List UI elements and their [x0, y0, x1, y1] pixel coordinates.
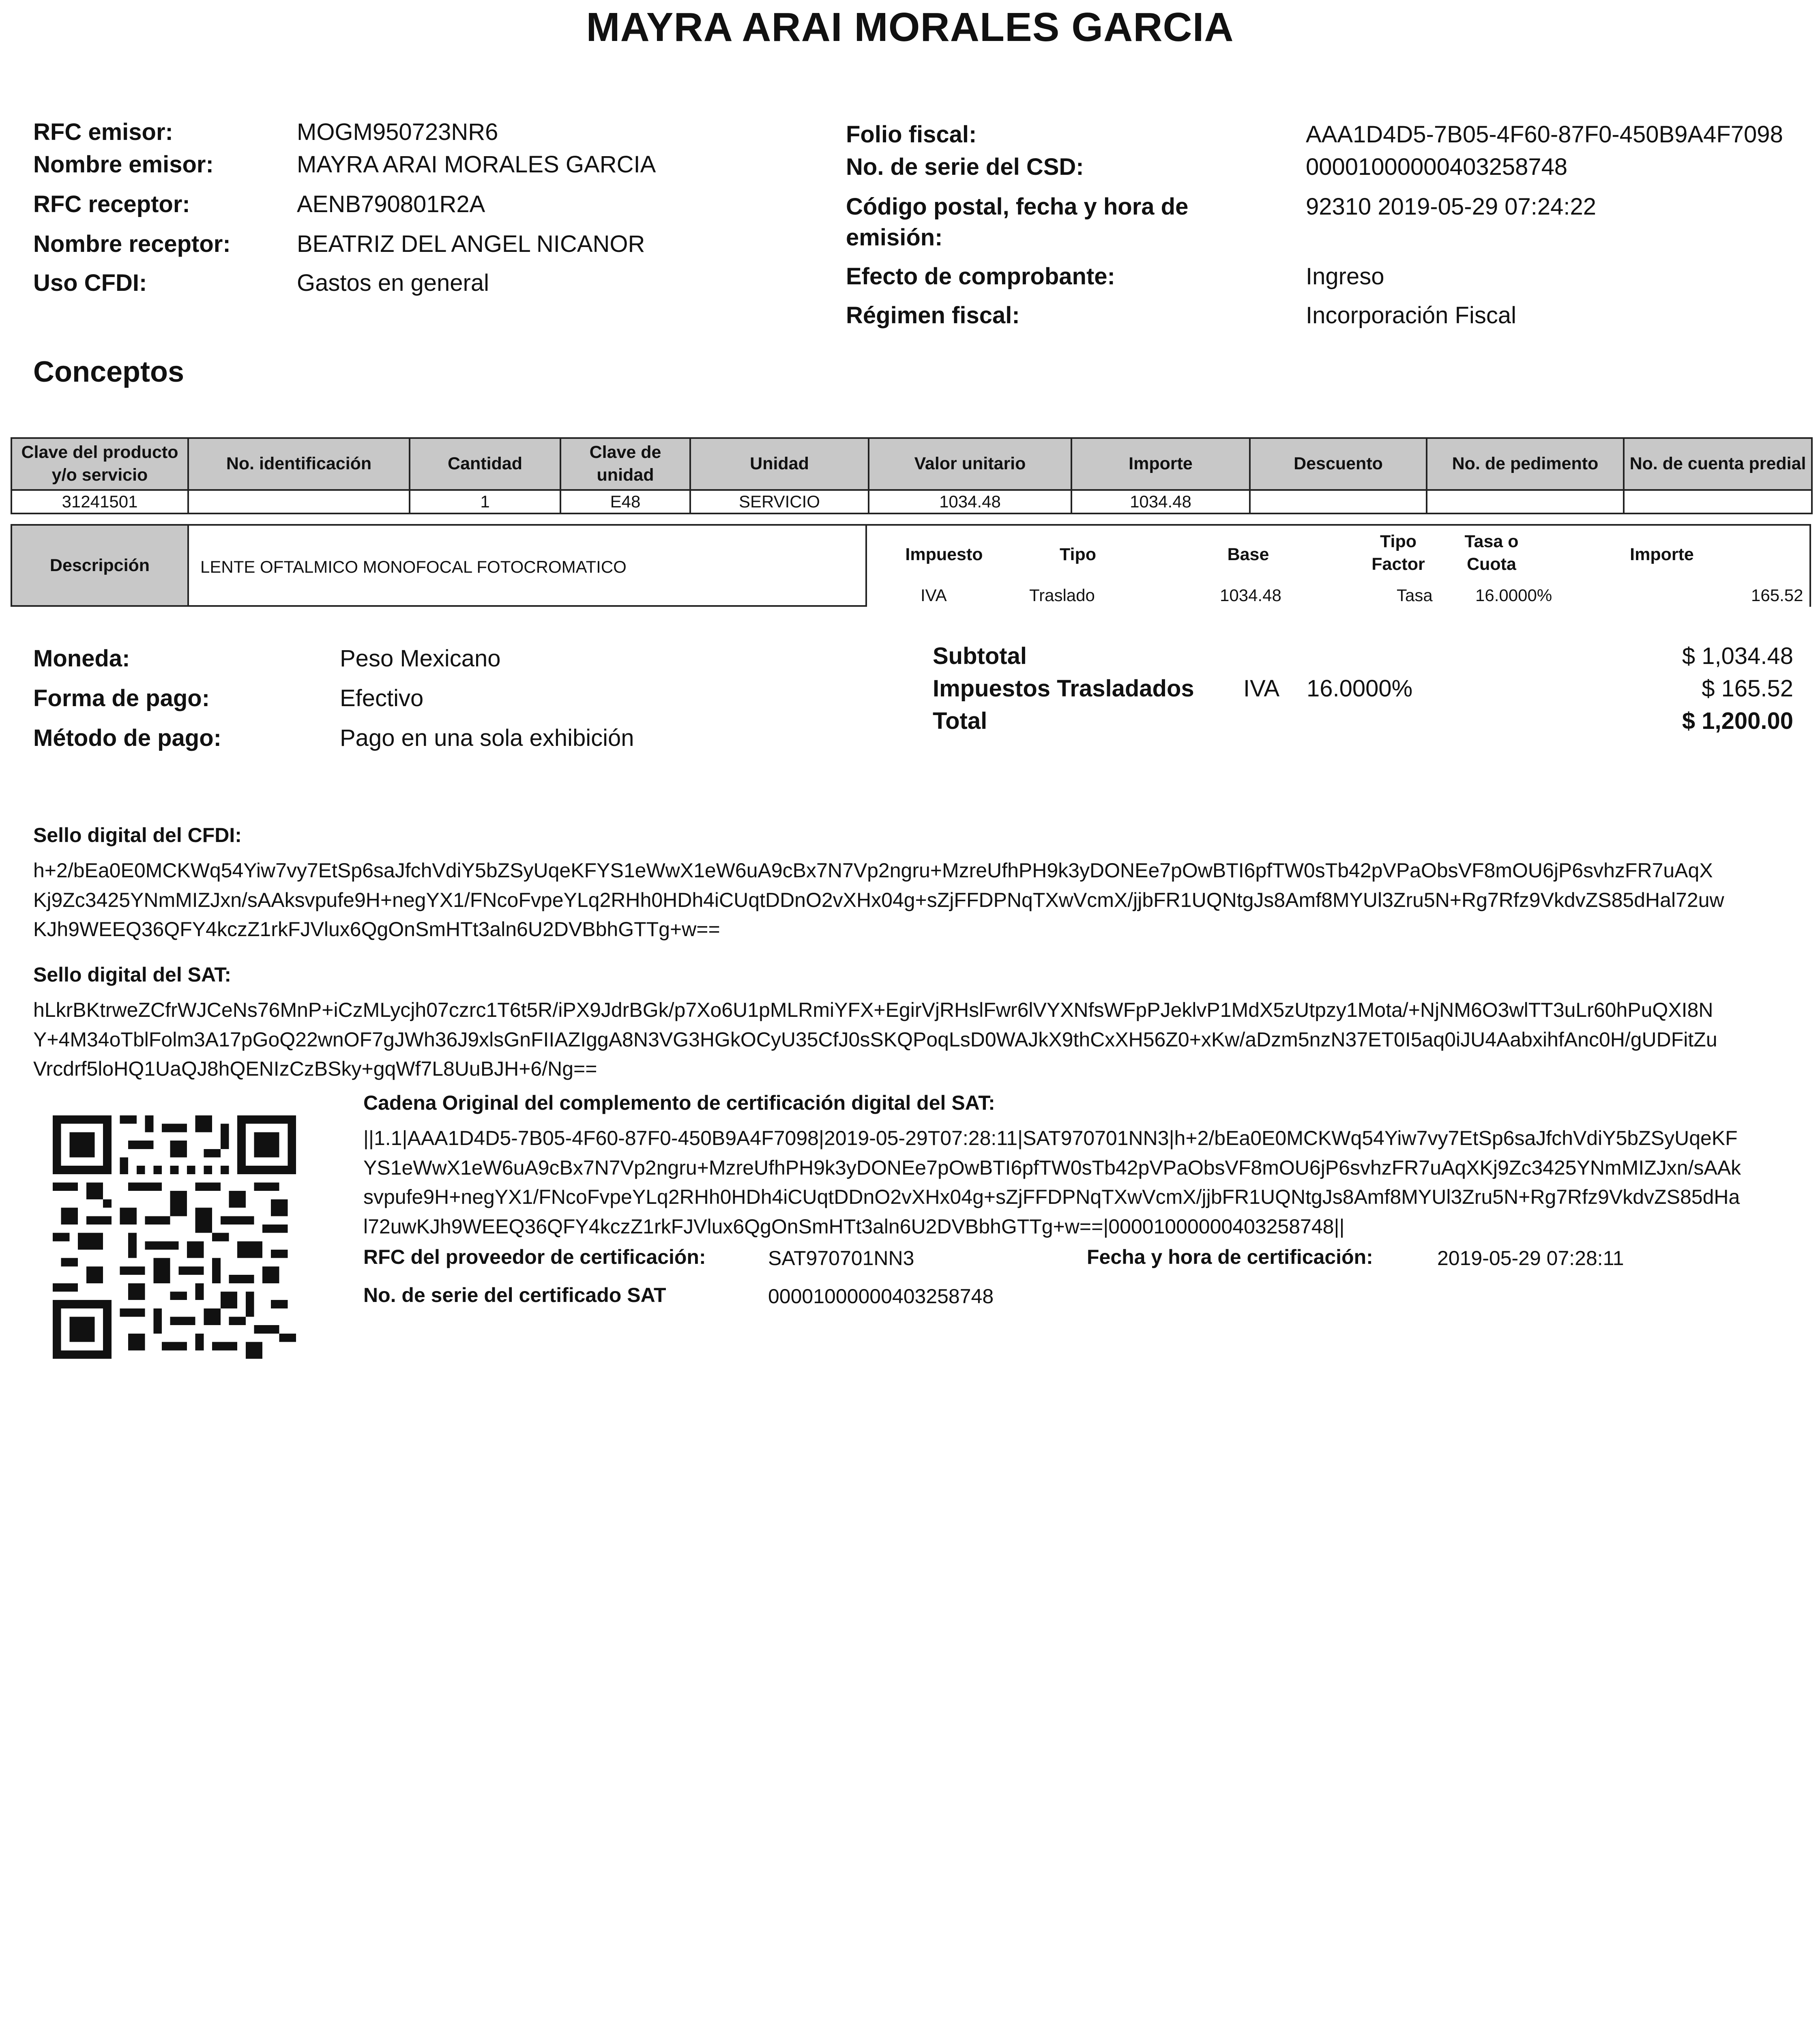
moneda-value: Peso Mexicano [340, 645, 501, 672]
rfc-proveedor-label: RFC del proveedor de certificación: [363, 1246, 706, 1268]
fecha-certificacion-value: 2019-05-29 07:28:11 [1437, 1247, 1624, 1270]
cp-fecha-value: 92310 2019-05-29 07:24:22 [1306, 193, 1596, 220]
serie-certificado-label: No. de serie del certificado SAT [363, 1284, 666, 1306]
fecha-certificacion-label: Fecha y hora de certificación: [1087, 1246, 1373, 1268]
tax-header-impuesto: Impuesto [905, 545, 983, 564]
cadena-line: ||1.1|AAA1D4D5-7B05-4F60-87F0-450B9A4F7098|2019-05-29T07:28:11|SAT970701NN3|h+2/bEa0E0MCKWq54Yiw7vy7EtSp6saJfchVdiY5bZSyUqeKF [363, 1127, 1738, 1149]
conceptos-header-row [11, 438, 1812, 490]
nombre-emisor-label: Nombre emisor: [33, 151, 214, 178]
cell-clave-unidad: E48 [560, 490, 690, 513]
cell-no-pedimento [1427, 490, 1624, 513]
impuestos-trasladados-label: Impuestos Trasladados [933, 675, 1194, 702]
cadena-line: l72uwKJh9WEEQ36QFY4kczZ1rkFJVlux6QgOnSmHTt3aln6U2DVBbhGTTg+w==|00001000000403258748|| [363, 1215, 1345, 1238]
forma-pago-value: Efectivo [340, 685, 424, 711]
uso-cfdi-value: Gastos en general [297, 270, 489, 296]
impuestos-value: $ 165.52 [1702, 675, 1793, 702]
cell-clave-producto: 31241501 [11, 490, 188, 513]
sello-sat-text [33, 995, 1793, 1084]
tax-header-tipo: Tipo [1060, 545, 1096, 564]
header-unidad: Unidad [690, 438, 869, 490]
cell-cuenta-predial [1624, 490, 1812, 513]
nombre-emisor-value: MAYRA ARAI MORALES GARCIA [297, 151, 656, 178]
serie-csd-label: No. de serie del CSD: [846, 154, 1084, 180]
sello-cfdi-label: Sello digital del CFDI: [33, 824, 242, 846]
nombre-receptor-value: BEATRIZ DEL ANGEL NICANOR [297, 231, 645, 257]
efecto-label: Efecto de comprobante: [846, 263, 1115, 290]
cadena-line: YS1eWwX1eW6uA9cBx7N7Vp2ngru+MzreUfhPH9k3yDONEe7pOwBTI6pfTW0sTb42pVPaObsVF8mOU6jP6svhzFR7uAqXKj9Zc3425YNmMIZJxn/sAAk [363, 1156, 1741, 1179]
subtotal-label: Subtotal [933, 643, 1027, 669]
cell-valor-unitario: 1034.48 [869, 490, 1071, 513]
tax-base: 1034.48 [1220, 586, 1281, 605]
rfc-emisor-value: MOGM950723NR6 [297, 119, 498, 145]
tax-tasa: 16.0000% [1475, 586, 1552, 605]
rfc-receptor-value: AENB790801R2A [297, 191, 485, 217]
regimen-label: Régimen fiscal: [846, 302, 1020, 329]
sello-cfdi-text [33, 856, 1793, 944]
rfc-proveedor-value: SAT970701NN3 [768, 1247, 914, 1270]
impuestos-tasa: 16.0000% [1307, 675, 1413, 702]
rfc-receptor-label: RFC receptor: [33, 191, 190, 217]
nombre-receptor-label: Nombre receptor: [33, 231, 231, 257]
header-no-pedimento: No. de pedimento [1427, 438, 1624, 490]
header-valor-unitario: Valor unitario [869, 438, 1071, 490]
descripcion-box [11, 524, 867, 607]
cadena-line: svpufe9H+negYX1/FNcoFvpeYLq2RHh0HDh4iCUqtDDnO2vXHx04g+sZjFFDPNqTXwVcmX/jjbFR1UQNtgJs8Amf8MYUl3Zru5N+Rg7Rfz9VkdvZS85dHa [363, 1186, 1740, 1208]
tax-top-border [867, 524, 1811, 526]
header-importe: Importe [1071, 438, 1250, 490]
cell-importe: 1034.48 [1071, 490, 1250, 513]
sello-sat-line: hLkrBKtrweZCfrWJCeNs76MnP+iCzMLycjh07czrc1T6t5R/iPX9JdrBGk/p7Xo6U1pMLRmiYFX+EgirVjRHslFwr6lVYXNfsWFpPJeklvP1MdX5zUtpzy1Mota/+NjNM6O3wlTT3uLr60hPuQXI8N [33, 999, 1713, 1021]
serie-csd-value: 00001000000403258748 [1306, 154, 1568, 180]
conceptos-title: Conceptos [33, 356, 185, 388]
rfc-emisor-label: RFC emisor: [33, 119, 173, 145]
conceptos-table [11, 437, 1813, 514]
regimen-value: Incorporación Fiscal [1306, 302, 1516, 329]
metodo-pago-label: Método de pago: [33, 725, 221, 751]
tax-importe: 165.52 [1751, 586, 1803, 605]
impuestos-tipo: IVA [1243, 675, 1280, 702]
efecto-value: Ingreso [1306, 263, 1384, 290]
cell-cantidad: 1 [410, 490, 560, 513]
qr-code-icon [53, 1115, 296, 1359]
header-no-identificacion: No. identificación [188, 438, 410, 490]
uso-cfdi-label: Uso CFDI: [33, 270, 147, 296]
table-row [11, 490, 1812, 513]
sello-cfdi-line: h+2/bEa0E0MCKWq54Yiw7vy7EtSp6saJfchVdiY5bZSyUqeKFYS1eWwX1eW6uA9cBx7N7Vp2ngru+MzreUfhPH9k3yDONEe7pOwBTI6pfTW0sTb42pVPaObsVF8mOU6jP6svhzFR7uAqX [33, 859, 1713, 882]
descripcion-label: Descripción [12, 526, 189, 605]
header-descuento: Descuento [1250, 438, 1427, 490]
impuestos-table [867, 524, 1811, 607]
tax-tipo-factor: Tasa [1397, 586, 1433, 605]
moneda-label: Moneda: [33, 645, 130, 672]
forma-pago-label: Forma de pago: [33, 685, 210, 711]
tax-tipo: Traslado [1029, 586, 1095, 605]
total-label: Total [933, 708, 987, 734]
cadena-original-label: Cadena Original del complemento de certificación digital del SAT: [363, 1091, 995, 1114]
tax-right-border [1809, 524, 1811, 607]
document-title: MAYRA ARAI MORALES GARCIA [586, 4, 1234, 50]
folio-fiscal-value: AAA1D4D5-7B05-4F60-87F0-450B9A4F7098 [1306, 121, 1783, 148]
total-value: $ 1,200.00 [1682, 708, 1793, 734]
tax-header-tipo-factor: Tipo Factor [1371, 532, 1425, 574]
header-cantidad: Cantidad [410, 438, 560, 490]
tax-impuesto: IVA [921, 586, 947, 605]
descripcion-value: LENTE OFTALMICO MONOFOCAL FOTOCROMATICO [200, 557, 627, 576]
sello-cfdi-line: Kj9Zc3425YNmMIZJxn/sAAksvpufe9H+negYX1/FNcoFvpeYLq2RHh0HDh4iCUqtDDnO2vXHx04g+sZjFFDPNqTXwVcmX/jjbFR1UQNtgJs8Amf8MYUl3Zru5N+Rg7Rfz9VkdvZS85dHal72uw [33, 888, 1724, 911]
cell-unidad: SERVICIO [690, 490, 869, 513]
header-clave-unidad: Clave de unidad [560, 438, 690, 490]
cadena-original-text [363, 1124, 1807, 1241]
sello-cfdi-line: KJh9WEEQ36QFY4kczZ1rkFJVlux6QgOnSmHTt3aln6U2DVBbhGTTg+w== [33, 918, 720, 941]
sello-sat-line: Vrcdrf5loHQ1UaQJ8hQENIzCzBSky+gqWf7L8UuBJH+6/Ng== [33, 1057, 597, 1080]
sello-sat-line: Y+4M34oTblFolm3A17pGoQ22wnOF7gJWh36J9xlsGnFIIAZIggA8N3VG3HGkOCyU35CfJ0sSKQPoqLsD0WAJkX9thCxXH56Z0+xKw/aDzm5nzN37ET0I5aq0iJU4AabxihfAnc0H/gUDFitZu [33, 1028, 1717, 1051]
tax-header-importe: Importe [1630, 545, 1694, 564]
tax-header-tasa-cuota: Tasa o Cuota [1464, 532, 1519, 574]
cp-fecha-label-line2: emisión: [846, 224, 943, 251]
tax-header-base: Base [1227, 545, 1269, 564]
cp-fecha-label-line1: Código postal, fecha y hora de [846, 193, 1189, 220]
subtotal-value: $ 1,034.48 [1682, 643, 1793, 669]
cell-descuento [1250, 490, 1427, 513]
folio-fiscal-label: Folio fiscal: [846, 121, 977, 148]
metodo-pago-value: Pago en una sola exhibición [340, 725, 634, 751]
cell-no-identificacion [188, 490, 410, 513]
header-cuenta-predial: No. de cuenta predial [1624, 438, 1812, 490]
sello-sat-label: Sello digital del SAT: [33, 963, 232, 986]
serie-certificado-value: 00001000000403258748 [768, 1285, 994, 1308]
header-clave-producto: Clave del producto y/o servicio [11, 438, 188, 490]
